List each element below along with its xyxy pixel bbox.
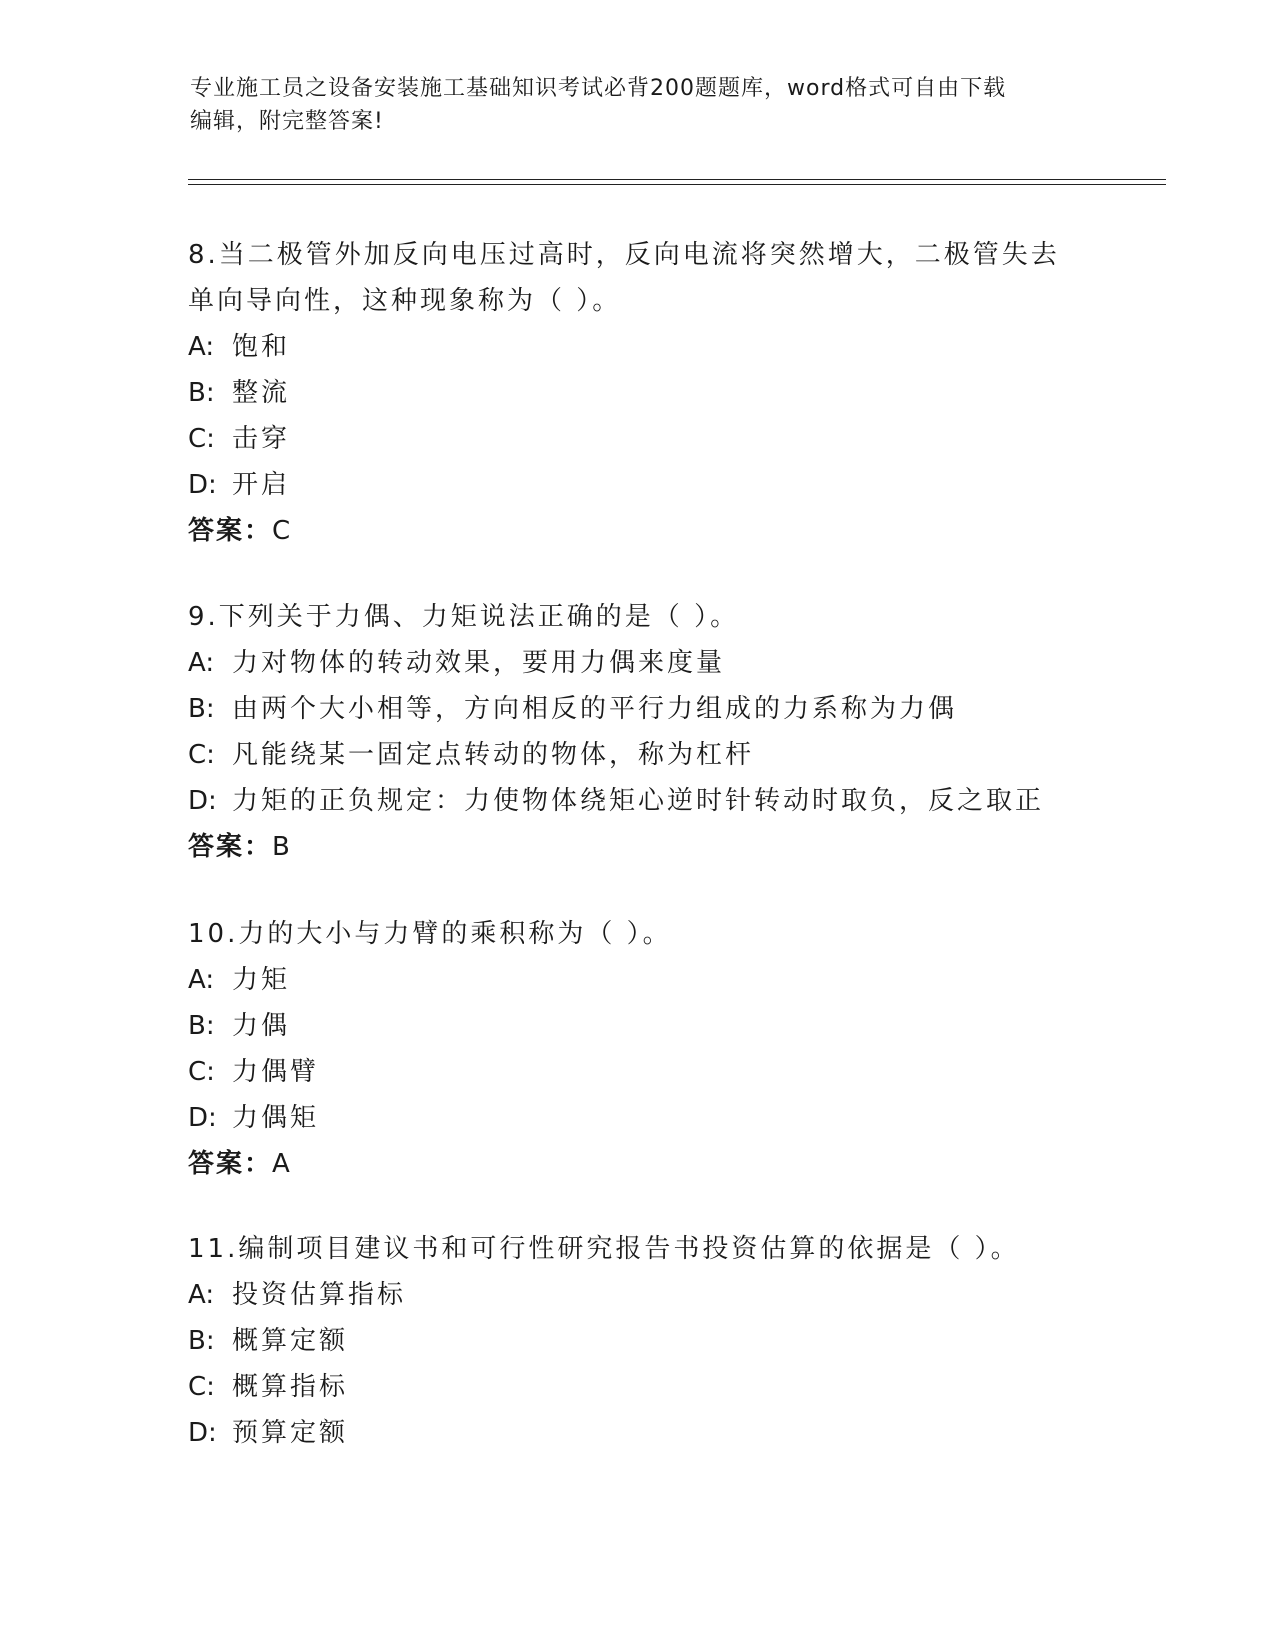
question-11 <box>188 1226 1088 1456</box>
option-letter: A: <box>188 648 215 678</box>
question-stem-line-2: 单向导向性，这种现象称为（ ）。 <box>188 286 622 316</box>
option-b <box>188 1318 1088 1364</box>
option-d <box>188 1410 1088 1456</box>
option-letter: B: <box>188 1326 215 1356</box>
option-text: 力矩 <box>232 965 291 995</box>
option-c <box>188 732 1088 778</box>
option-text: 预算定额 <box>232 1418 349 1448</box>
option-a <box>188 324 1088 370</box>
option-letter: A: <box>188 332 215 362</box>
document-header <box>190 72 1090 138</box>
option-d <box>188 778 1088 824</box>
answer-label: 答案： <box>188 1149 273 1179</box>
option-d <box>188 462 1088 508</box>
option-text: 力矩的正负规定：力使物体绕矩心逆时针转动时取负，反之取正 <box>232 786 1045 816</box>
option-text: 击穿 <box>232 424 291 454</box>
option-letter: A: <box>188 1280 215 1310</box>
option-text: 由两个大小相等，方向相反的平行力组成的力系称为力偶 <box>232 694 958 724</box>
option-letter: C: <box>188 424 215 454</box>
option-text: 整流 <box>232 378 291 408</box>
option-letter: D: <box>188 1418 217 1448</box>
option-a <box>188 640 1088 686</box>
option-text: 概算指标 <box>232 1372 349 1402</box>
option-b <box>188 370 1088 416</box>
answer-value: A <box>272 1149 290 1179</box>
option-text: 力对物体的转动效果，要用力偶来度量 <box>232 648 726 678</box>
option-c <box>188 1049 1088 1095</box>
option-letter: B: <box>188 378 215 408</box>
option-letter: D: <box>188 1103 217 1133</box>
option-a <box>188 957 1088 1003</box>
answer-label: 答案： <box>188 516 273 546</box>
answer-value: C <box>272 516 291 546</box>
option-letter: D: <box>188 470 217 500</box>
question-10 <box>188 911 1088 1187</box>
question-stem-line-1: 11.编制项目建议书和可行性研究报告书投资估算的依据是（ ）。 <box>188 1234 1020 1264</box>
option-letter: B: <box>188 1011 215 1041</box>
question-stem-line-1: 9.下列关于力偶、力矩说法正确的是（ ）。 <box>188 602 740 632</box>
option-letter: D: <box>188 786 217 816</box>
header-divider-bottom <box>188 184 1166 185</box>
option-letter: A: <box>188 965 215 995</box>
option-text: 力偶臂 <box>232 1057 320 1087</box>
header-line-2: 编辑，附完整答案! <box>190 109 384 134</box>
option-text: 开启 <box>232 470 291 500</box>
option-text: 力偶矩 <box>232 1103 320 1133</box>
option-text: 概算定额 <box>232 1326 349 1356</box>
option-text: 饱和 <box>232 332 291 362</box>
option-c <box>188 416 1088 462</box>
option-letter: C: <box>188 740 215 770</box>
option-b <box>188 686 1088 732</box>
answer-value: B <box>272 832 290 862</box>
header-line-1: 专业施工员之设备安装施工基础知识考试必背200题题库，word格式可自由下载 <box>190 76 1007 101</box>
question-9 <box>188 594 1088 870</box>
question-stem-line-1: 8.当二极管外加反向电压过高时，反向电流将突然增大，二极管失去 <box>188 240 1060 270</box>
question-stem-line-1: 10.力的大小与力臂的乘积称为（ ）。 <box>188 919 672 949</box>
option-d <box>188 1095 1088 1141</box>
option-c <box>188 1364 1088 1410</box>
answer-line <box>188 824 1088 870</box>
header-divider-top <box>188 179 1166 180</box>
option-letter: C: <box>188 1372 215 1402</box>
option-text: 投资估算指标 <box>232 1280 407 1310</box>
option-letter: B: <box>188 694 215 724</box>
option-a <box>188 1272 1088 1318</box>
answer-line <box>188 508 1088 554</box>
option-text: 力偶 <box>232 1011 291 1041</box>
option-text: 凡能绕某一固定点转动的物体，称为杠杆 <box>232 740 755 770</box>
option-letter: C: <box>188 1057 215 1087</box>
question-8 <box>188 232 1088 554</box>
answer-label: 答案： <box>188 832 273 862</box>
answer-line <box>188 1141 1088 1187</box>
option-b <box>188 1003 1088 1049</box>
